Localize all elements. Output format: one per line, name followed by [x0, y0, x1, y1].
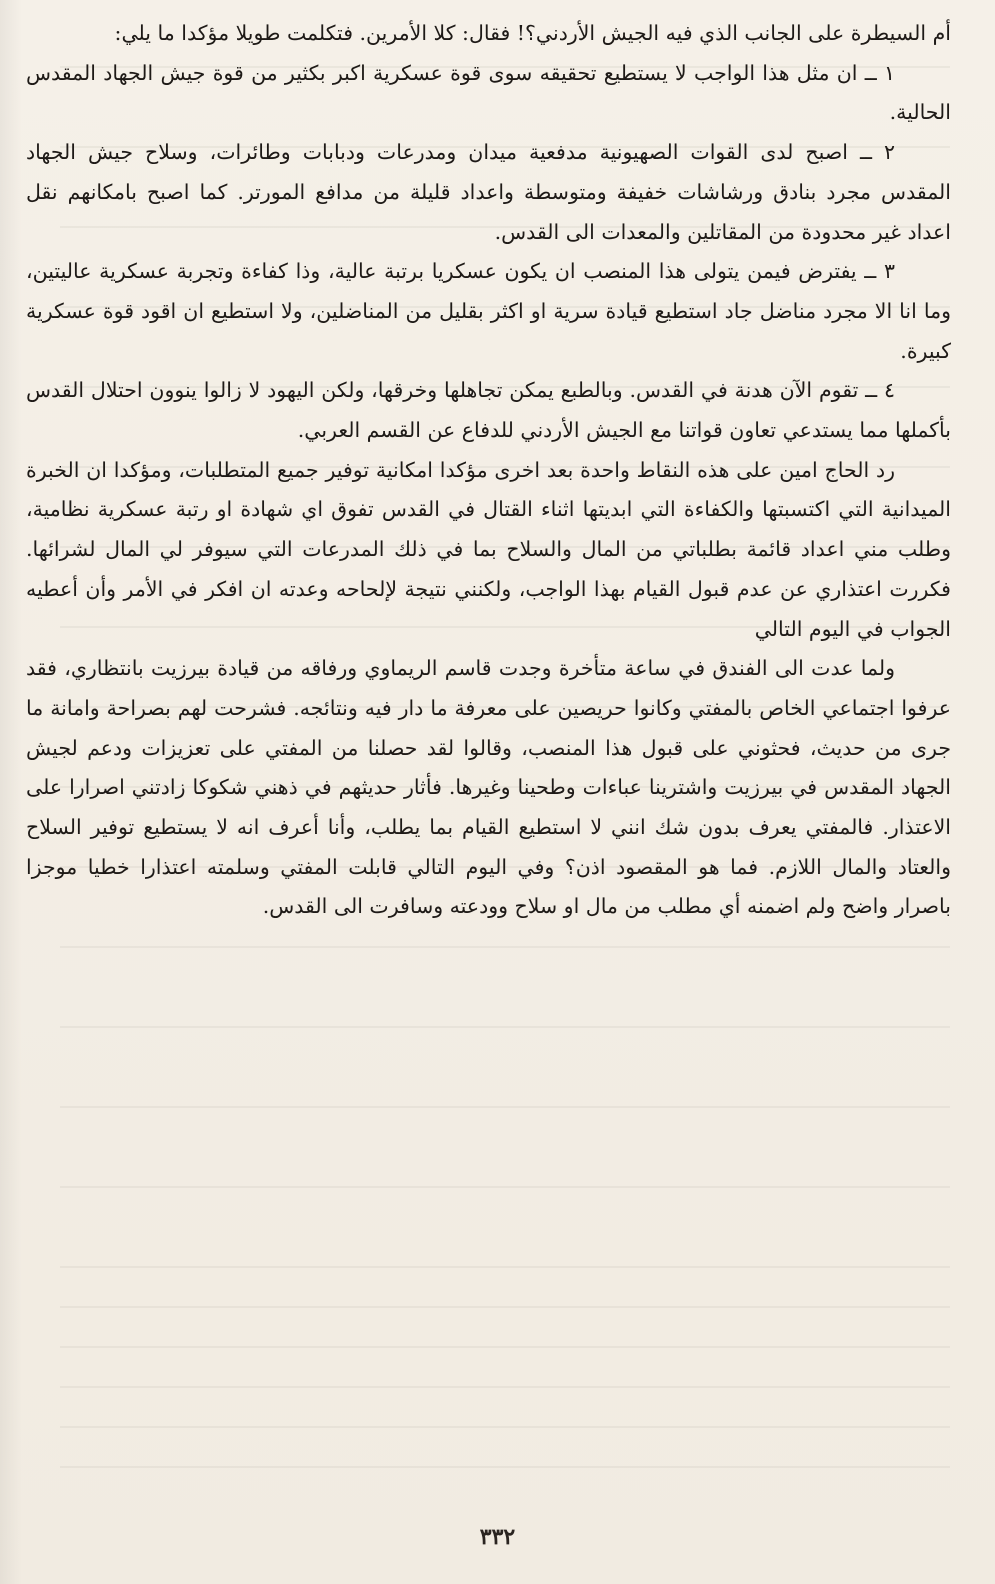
paragraph-hotel-return: ولما عدت الى الفندق في ساعة متأخرة وجدت قاسم الريماوي ورفاقه من قيادة بيرزيت بانتظاري، فقد عرفوا اجتماعي الخاص بالمفتي وكانوا حريصين على معرفة ما دار فيه ونتائجه. فشرحت لهم بصراحة وامانة ما جرى من حديث، فحثوني على قبول هذا المنصب، وقالوا لقد حصلنا من المفتي على تعزيزات ودعم لجيش الجهاد المقدس في بيرزيت واشترينا عباءات وطحينا وغيرها. فأثار حديثهم في ذهني شكوكا زادتني اصرارا على الاعتذار. فالمفتي يعرف بدون شك انني لا استطيع القيام بما يطلب، وأنا أعرف انه لا يستطيع توفير السلاح والعتاد والمال اللازم. فما هو المقصود اذن؟ وفي اليوم التالي قابلت المفتي وسلمته اعتذارا خطيا موجزا باصرار واضح ولم اضمنه أي مطلب من مال او سلاح وودعته وسافرت الى القدس.: [26, 656, 951, 919]
show-through-line: [60, 1346, 950, 1348]
body-text: [26, 14, 951, 927]
paragraph-mufti-reply: رد الحاج امين على هذه النقاط واحدة بعد اخرى مؤكدا امكانية توفير جميع المتطلبات، ومؤكدا ان الخبرة الميدانية التي اكتسبتها والكفاءة التي ابديتها اثناء القتال في القدس تفوق اي شهادة او رتبة عسكرية نظامية، وطلب مني اعداد قائمة بطلباتي من المال والسلاح بما في ذلك المدرعات التي سيوفر لي المال لشرائها. فكررت اعتذاري عن عدم قبول القيام بهذا الواجب، ولكنني نتيجة لإلحاحه وعدته ان افكر في الأمر وأن أعطيه الجواب في اليوم التالي: [26, 457, 951, 641]
show-through-line: [60, 1186, 950, 1188]
show-through-line: [60, 1026, 950, 1028]
show-through-line: [60, 1426, 950, 1428]
paragraph-point-3: ٣ ــ يفترض فيمن يتولى هذا المنصب ان يكون عسكريا برتبة عالية، وذا كفاءة وتجربة عسكرية عاليتين، وما انا الا مجرد مناضل جاد استطيع قيادة سرية او اكثر بقليل من المناضلين، ولا استطيع ان اقود قوة عسكرية كبيرة.: [26, 259, 951, 363]
show-through-line: [60, 1306, 950, 1308]
show-through-line: [60, 1386, 950, 1388]
show-through-line: [60, 946, 950, 948]
show-through-line: [60, 1466, 950, 1468]
paragraph-continuation: أم السيطرة على الجانب الذي فيه الجيش الأردني؟! فقال: كلا الأمرين. فتكلمت طويلا مؤكدا ما يلي:: [114, 21, 951, 45]
paragraph-point-4: ٤ ــ تقوم الآن هدنة في القدس. وبالطبع يمكن تجاهلها وخرقها، ولكن اليهود لا زالوا ينوون احتلال القدس بأكملها مما يستدعي تعاون قواتنا مع الجيش الأردني للدفاع عن القسم العربي.: [26, 378, 951, 443]
show-through-line: [60, 1266, 950, 1268]
page-number: ٣٣٢: [479, 1524, 516, 1550]
paragraph-point-2: ٢ ــ اصبح لدى القوات الصهيونية مدفعية ميدان ومدرعات ودبابات وطائرات، وسلاح جيش الجهاد المقدس مجرد بنادق ورشاشات خفيفة ومتوسطة واعداد قليلة من مدافع المورتر. كما اصبح بامكانهم نقل اعداد غير محدودة من المقاتلين والمعدات الى القدس.: [26, 140, 951, 244]
paragraph-point-1: ١ ــ ان مثل هذا الواجب لا يستطيع تحقيقه سوى قوة عسكرية اكبر بكثير من قوة جيش الجهاد المقدس الحالية.: [26, 60, 951, 125]
show-through-line: [60, 1106, 950, 1108]
